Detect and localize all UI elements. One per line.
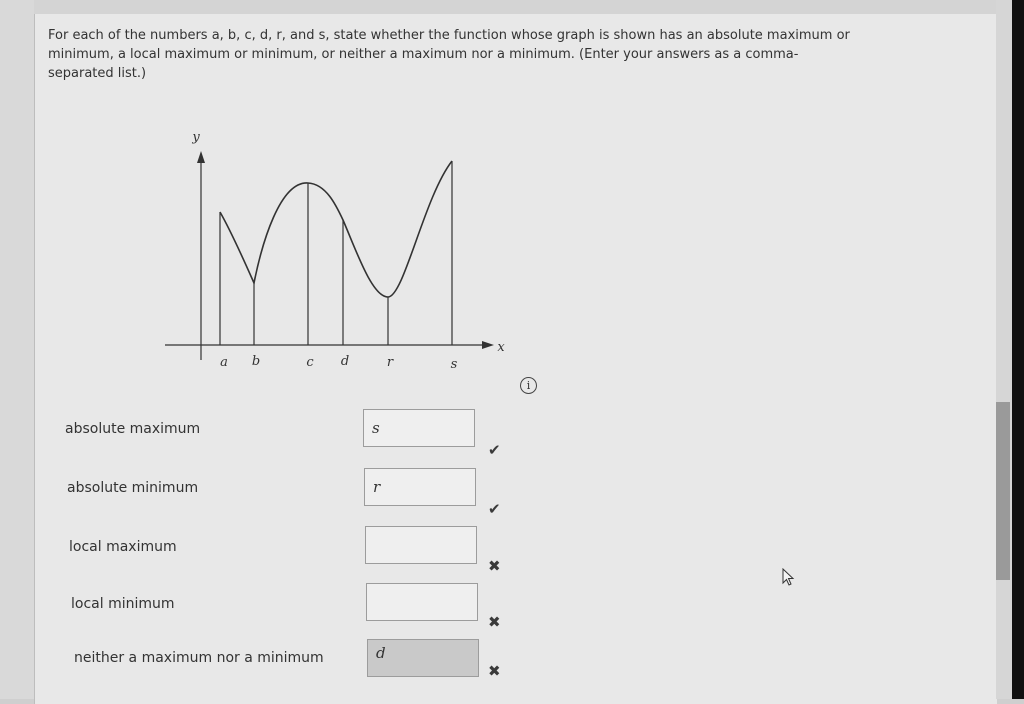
screen-edge xyxy=(1012,0,1024,699)
label-absolute-maximum: absolute maximum xyxy=(65,421,201,437)
x-icon: ✖ xyxy=(488,613,501,631)
x-icon: ✖ xyxy=(488,662,501,680)
question-line-2: minimum, a local maximum or minimum, or neither a maximum nor a minimum. (Enter your answers as a comma- xyxy=(48,47,799,62)
y-axis-arrow xyxy=(197,151,205,163)
label-neither: neither a maximum nor a minimum xyxy=(74,650,324,666)
input-absolute-minimum[interactable]: r xyxy=(364,468,476,506)
tick-label-r: r xyxy=(386,355,394,370)
question-line-3: separated list.) xyxy=(48,66,147,81)
input-local-maximum[interactable] xyxy=(365,526,477,564)
tick-label-d: d xyxy=(340,354,350,369)
check-icon: ✔ xyxy=(488,441,501,459)
tick-label-a: a xyxy=(220,355,228,370)
input-neither[interactable]: d xyxy=(367,639,479,677)
info-circle-icon[interactable]: i xyxy=(520,377,537,394)
y-axis-label: y xyxy=(192,130,200,145)
label-local-minimum: local minimum xyxy=(71,596,175,612)
mouse-cursor-icon xyxy=(782,568,796,588)
question-text xyxy=(48,26,993,83)
tick-label-s: s xyxy=(450,357,458,372)
tick-label-b: b xyxy=(251,354,261,369)
left-margin xyxy=(0,0,34,699)
check-icon: ✔ xyxy=(488,500,501,518)
input-absolute-maximum[interactable]: s xyxy=(363,409,475,447)
function-curve xyxy=(220,161,452,297)
scrollbar-thumb[interactable] xyxy=(996,402,1010,580)
input-local-minimum[interactable] xyxy=(366,583,478,621)
scrollbar-track[interactable] xyxy=(996,0,1012,699)
x-axis-arrow xyxy=(482,341,494,349)
tick-label-c: c xyxy=(306,355,314,370)
x-icon: ✖ xyxy=(488,557,501,575)
function-graph xyxy=(160,125,510,380)
label-local-maximum: local maximum xyxy=(69,539,177,555)
label-absolute-minimum: absolute minimum xyxy=(67,480,199,496)
top-bar xyxy=(34,0,996,14)
x-axis-label: x xyxy=(497,340,505,355)
question-line-1: For each of the numbers a, b, c, d, r, and s, state whether the function whose graph is shown has an absolute maximum or xyxy=(48,28,850,43)
